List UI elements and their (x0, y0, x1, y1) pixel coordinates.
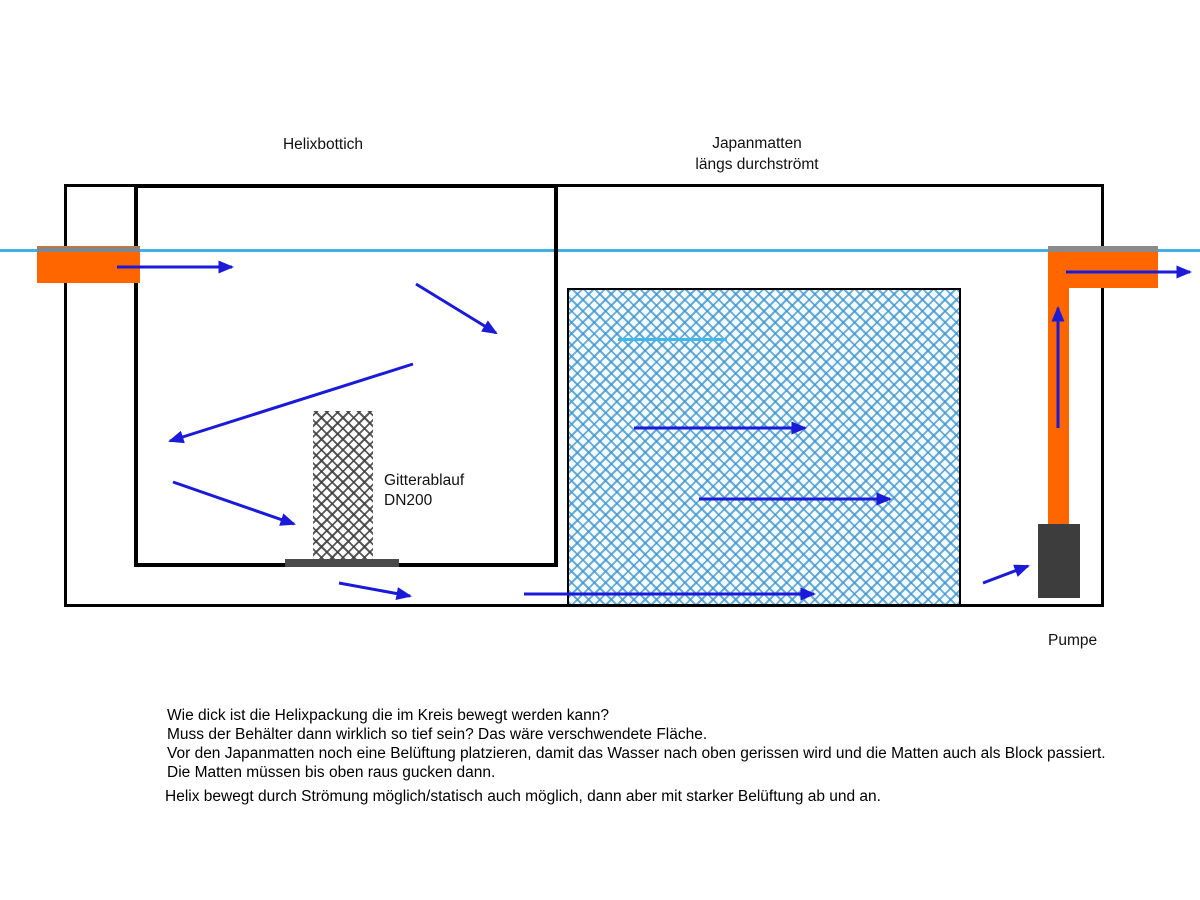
label-japan-mats (607, 133, 907, 175)
note-footer-line: Helix bewegt durch Strömung möglich/statisch auch möglich, dann aber mit starker Belüftung ab und an. (165, 788, 881, 805)
label-grid-drain-line2: DN200 (384, 491, 433, 509)
note-line: Muss der Behälter dann wirklich so tief sein? Das wäre verschwendete Fläche. (167, 726, 708, 743)
outlet-pipe-arm (1048, 250, 1158, 288)
note-line: Wie dick ist die Helixpackung die im Kreis bewegt werden kann? (167, 707, 609, 724)
note-line: Vor den Japanmatten noch eine Belüftung platzieren, damit das Wasser nach oben gerissen wird und die Matten auch als Block passiert. (167, 745, 1106, 762)
label-japan-mats-line1: Japanmatten (712, 135, 802, 152)
label-pump: Pumpe (1048, 632, 1098, 649)
pump-riser-pipe (1048, 250, 1069, 526)
note-line: Die Matten müssen bis oben raus gucken dann. (167, 764, 496, 781)
label-grid-drain-line1: Gitterablauf (384, 472, 465, 489)
grid-drain-base-plate (285, 559, 399, 567)
inlet-pipe-waterline-stripe (37, 247, 140, 252)
pump-body (1038, 524, 1080, 598)
japan-mats-block (567, 288, 961, 606)
label-helix-tub: Helixbottich (282, 136, 364, 153)
notes-block (167, 706, 1177, 782)
label-japan-mats-line2: längs durchströmt (695, 156, 819, 173)
label-grid-drain (384, 471, 464, 510)
outlet-pipe-cap-stripe (1048, 246, 1158, 252)
grid-drain-column (313, 411, 373, 561)
aeration-line (618, 338, 727, 341)
